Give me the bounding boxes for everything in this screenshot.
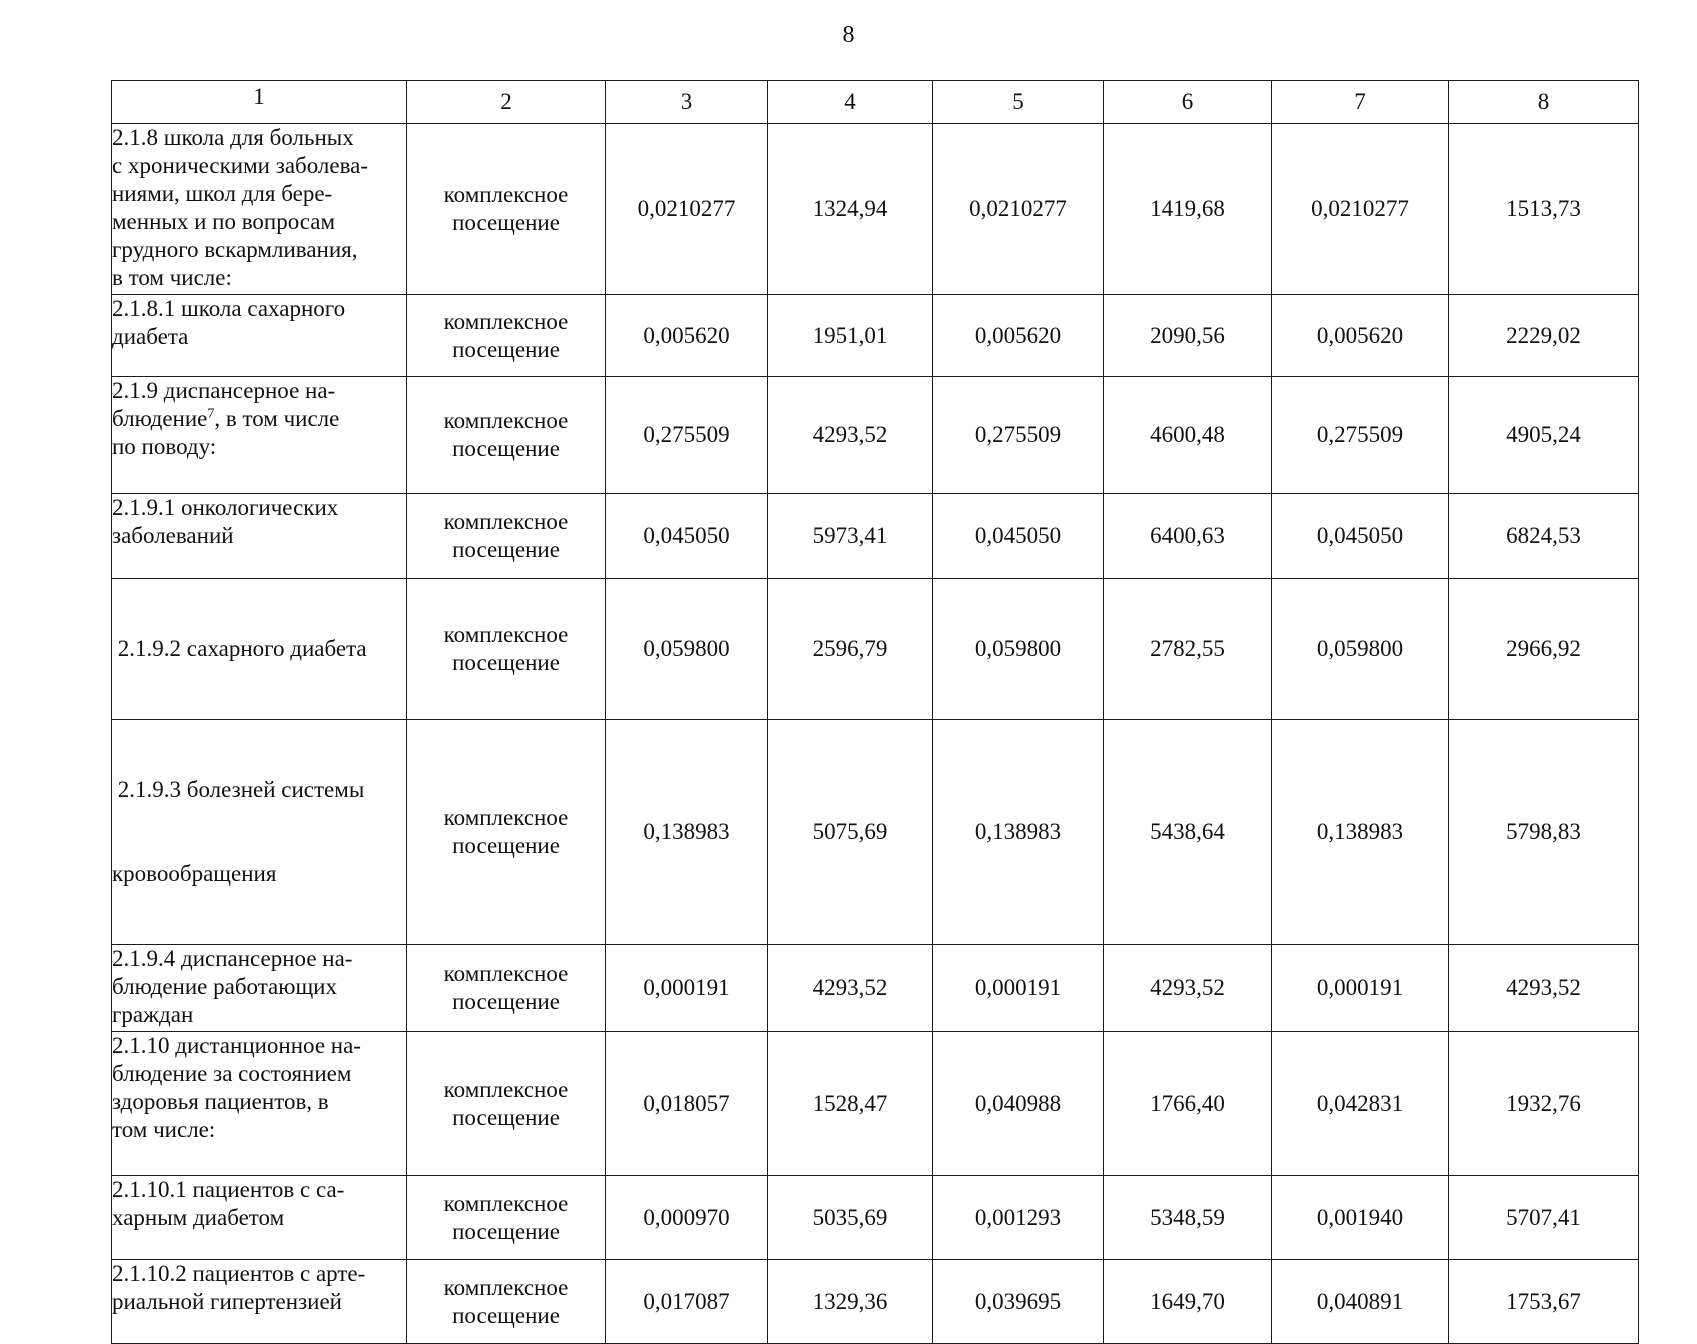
unit-cell <box>407 295 606 377</box>
value-cell: 0,018057 <box>606 1032 768 1176</box>
table-row <box>112 945 1639 1032</box>
value-cell: 1932,76 <box>1449 1032 1639 1176</box>
unit-line: посещение <box>452 989 560 1014</box>
unit-cell <box>407 1176 606 1260</box>
row-name-line: заболеваний <box>112 523 234 548</box>
value-cell: 5973,41 <box>768 494 933 579</box>
row-name-line: ниями, школ для бере- <box>112 181 333 206</box>
value-cell: 1528,47 <box>768 1032 933 1176</box>
row-name-cell <box>112 1176 407 1260</box>
row-name-line: с хроническими заболева- <box>112 153 369 178</box>
value-cell: 0,0210277 <box>1272 124 1449 295</box>
row-name-line: диабета <box>112 324 189 349</box>
row-name-line: блюдение за состоянием <box>112 1061 352 1086</box>
unit-line: посещение <box>452 336 560 362</box>
value-cell: 5075,69 <box>768 720 933 945</box>
value-cell: 0,059800 <box>1272 579 1449 720</box>
unit-cell <box>407 494 606 579</box>
unit-cell <box>407 1032 606 1176</box>
table-row <box>112 1260 1639 1344</box>
row-name-line: 2.1.10.1 пациентов с са- <box>112 1177 345 1202</box>
value-cell: 0,000970 <box>606 1176 768 1260</box>
row-name-cell <box>112 1260 407 1344</box>
row-name-line <box>112 405 406 433</box>
unit-line: посещение <box>452 1302 560 1328</box>
value-cell: 0,042831 <box>1272 1032 1449 1176</box>
value-cell: 4293,52 <box>768 377 933 494</box>
value-cell: 0,0210277 <box>606 124 768 295</box>
row-name-cell <box>112 124 407 295</box>
unit-line: посещение <box>452 833 560 858</box>
row-name-line: 2.1.8 школа для больных <box>112 125 354 150</box>
table-row <box>112 295 1639 377</box>
value-cell: 0,039695 <box>933 1260 1104 1344</box>
row-name-line: 2.1.9.1 онкологических <box>112 495 339 520</box>
value-cell: 0,059800 <box>606 579 768 720</box>
value-cell: 6824,53 <box>1449 494 1639 579</box>
value-cell: 4600,48 <box>1104 377 1272 494</box>
unit-line: комплексное <box>443 1190 569 1216</box>
value-cell: 4293,52 <box>1449 945 1639 1032</box>
unit-cell <box>407 579 606 720</box>
value-cell: 4293,52 <box>1104 945 1272 1032</box>
value-cell: 2229,02 <box>1449 295 1639 377</box>
value-cell: 2090,56 <box>1104 295 1272 377</box>
column-header: 6 <box>1104 81 1272 124</box>
value-cell: 2966,92 <box>1449 579 1639 720</box>
unit-cell <box>407 124 606 295</box>
value-cell: 0,000191 <box>933 945 1104 1032</box>
row-name-line: 2.1.10.2 пациентов с арте- <box>112 1261 366 1286</box>
value-cell: 2782,55 <box>1104 579 1272 720</box>
row-name-cell <box>112 720 407 945</box>
table-row <box>112 579 1639 720</box>
value-cell: 4905,24 <box>1449 377 1639 494</box>
value-cell: 5798,83 <box>1449 720 1639 945</box>
value-cell: 1951,01 <box>768 295 933 377</box>
value-cell: 1649,70 <box>1104 1260 1272 1344</box>
footnote-marker: 7 <box>207 406 215 422</box>
row-name-text: блюдение <box>112 406 208 431</box>
table-row <box>112 1032 1639 1176</box>
row-name-line: 2.1.9.3 болезней системы <box>112 777 365 802</box>
value-cell: 0,045050 <box>933 494 1104 579</box>
value-cell: 5438,64 <box>1104 720 1272 945</box>
row-name-line: кровообращения <box>112 861 277 886</box>
table-row <box>112 124 1639 295</box>
row-name-line: 2.1.9.2 сахарного диабета <box>112 636 367 661</box>
value-cell: 6400,63 <box>1104 494 1272 579</box>
unit-cell <box>407 377 606 494</box>
value-cell: 0,000191 <box>606 945 768 1032</box>
value-cell: 0,000191 <box>1272 945 1449 1032</box>
row-name-cell <box>112 1032 407 1176</box>
value-cell: 0,275509 <box>933 377 1104 494</box>
unit-line: комплексное <box>443 961 569 986</box>
table-row <box>112 494 1639 579</box>
value-cell: 4293,52 <box>768 945 933 1032</box>
value-cell: 0,138983 <box>1272 720 1449 945</box>
unit-cell <box>407 945 606 1032</box>
row-name-line: здоровья пациентов, в <box>112 1089 329 1114</box>
table-row <box>112 377 1639 494</box>
row-name-line: харным диабетом <box>112 1205 285 1230</box>
row-name-line: по поводу: <box>112 434 217 459</box>
unit-line: комплексное <box>443 509 569 534</box>
unit-line: комплексное <box>443 182 569 207</box>
value-cell: 1766,40 <box>1104 1032 1272 1176</box>
value-cell: 0,017087 <box>606 1260 768 1344</box>
value-cell: 0,005620 <box>1272 295 1449 377</box>
data-table <box>111 80 1639 1344</box>
row-name-cell <box>112 579 407 720</box>
row-name-line: 2.1.9 диспансерное на- <box>112 378 336 403</box>
value-cell: 0,059800 <box>933 579 1104 720</box>
unit-line: посещение <box>452 210 560 235</box>
row-name-line: менных и по вопросам <box>112 209 336 234</box>
value-cell: 0,001293 <box>933 1176 1104 1260</box>
value-cell: 0,001940 <box>1272 1176 1449 1260</box>
unit-line: комплексное <box>443 622 569 647</box>
unit-line: комплексное <box>443 408 569 433</box>
value-cell: 0,040988 <box>933 1032 1104 1176</box>
row-name-cell <box>112 945 407 1032</box>
page-number: 8 <box>842 22 855 48</box>
row-name-line: в том числе: <box>112 265 232 290</box>
row-name-line: блюдение работающих <box>112 974 337 999</box>
column-header: 7 <box>1272 81 1449 124</box>
row-name-text: , в том числе <box>214 406 340 431</box>
row-name-line: грудного вскармливания, <box>112 237 358 262</box>
value-cell: 0,040891 <box>1272 1260 1449 1344</box>
value-cell: 0,138983 <box>606 720 768 945</box>
value-cell: 0,045050 <box>1272 494 1449 579</box>
unit-line: комплексное <box>443 308 569 334</box>
row-name-line: граждан <box>112 1002 194 1027</box>
row-name-line: 2.1.8.1 школа сахарного <box>112 296 346 321</box>
row-name-line: том числе: <box>112 1117 216 1142</box>
column-header: 1 <box>112 81 407 124</box>
column-header: 8 <box>1449 81 1639 124</box>
unit-line: посещение <box>452 1218 560 1244</box>
value-cell: 1324,94 <box>768 124 933 295</box>
value-cell: 0,138983 <box>933 720 1104 945</box>
unit-cell <box>407 720 606 945</box>
value-cell: 5707,41 <box>1449 1176 1639 1260</box>
header-row <box>112 81 1639 124</box>
column-header: 2 <box>407 81 606 124</box>
value-cell: 5035,69 <box>768 1176 933 1260</box>
value-cell: 0,275509 <box>1272 377 1449 494</box>
value-cell: 0,005620 <box>933 295 1104 377</box>
column-header: 5 <box>933 81 1104 124</box>
unit-line: посещение <box>452 1104 560 1130</box>
row-name-cell <box>112 494 407 579</box>
unit-line: посещение <box>452 537 560 562</box>
unit-line: комплексное <box>443 1274 569 1300</box>
value-cell: 0,0210277 <box>933 124 1104 295</box>
unit-line: посещение <box>452 436 560 461</box>
value-cell: 0,045050 <box>606 494 768 579</box>
unit-line: комплексное <box>443 805 569 830</box>
unit-cell <box>407 1260 606 1344</box>
row-name-line: риальной гипертензией <box>112 1289 342 1314</box>
row-name-cell <box>112 295 407 377</box>
value-cell: 0,005620 <box>606 295 768 377</box>
row-name-line: 2.1.10 дистанционное на- <box>112 1033 361 1058</box>
column-header: 3 <box>606 81 768 124</box>
row-name-line: 2.1.9.4 диспансерное на- <box>112 946 353 971</box>
unit-line: комплексное <box>443 1076 569 1102</box>
value-cell: 5348,59 <box>1104 1176 1272 1260</box>
column-header: 4 <box>768 81 933 124</box>
value-cell: 1329,36 <box>768 1260 933 1344</box>
value-cell: 1513,73 <box>1449 124 1639 295</box>
row-name-cell <box>112 377 407 494</box>
value-cell: 0,275509 <box>606 377 768 494</box>
value-cell: 1753,67 <box>1449 1260 1639 1344</box>
value-cell: 2596,79 <box>768 579 933 720</box>
table-row <box>112 720 1639 945</box>
unit-line: посещение <box>452 650 560 675</box>
value-cell: 1419,68 <box>1104 124 1272 295</box>
table-row <box>112 1176 1639 1260</box>
